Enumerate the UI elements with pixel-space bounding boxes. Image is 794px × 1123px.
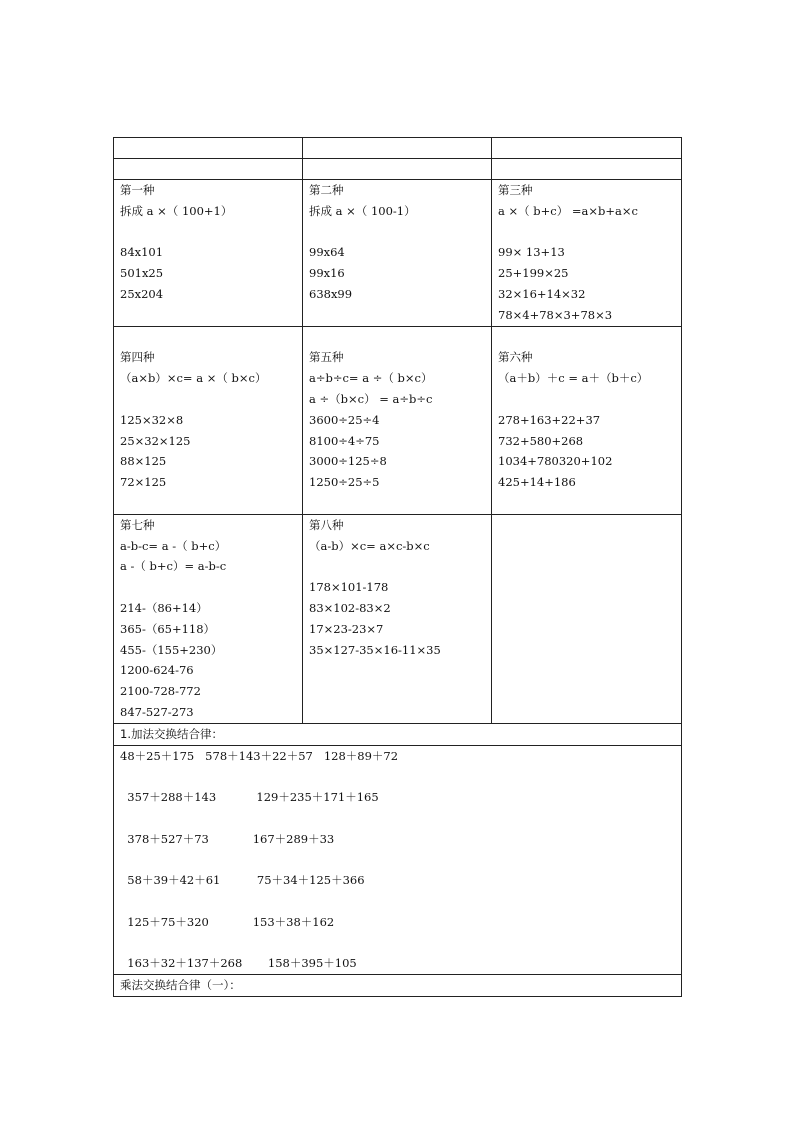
cell-text-line <box>309 222 485 243</box>
method-row <box>114 326 682 514</box>
section-heading-row <box>114 975 682 997</box>
cell-text-line: 357＋288＋143 129＋235＋171＋165 <box>120 790 379 805</box>
cell-text-line <box>498 536 675 557</box>
cell-text-line: 拆成 a ×（ 100+1） <box>120 203 233 218</box>
method-row <box>114 180 682 327</box>
cell-text-line: 178×101-178 <box>309 580 389 595</box>
cell-text-line: 1034+780320+102 <box>498 454 613 469</box>
section-heading: 1.加法交换结合律： <box>120 726 223 741</box>
cell-text-line <box>120 766 675 787</box>
blank-row <box>114 159 682 180</box>
cell-text-line: a ×（ b+c） =a×b+a×c <box>498 203 638 218</box>
cell-text-line <box>498 681 675 702</box>
cell-text-line: 378＋527＋73 167＋289＋33 <box>120 831 335 846</box>
cell-text-line: 8100÷4÷75 <box>309 433 380 448</box>
cell-text-line <box>498 577 675 598</box>
method-cell <box>492 514 682 723</box>
cell-text-line <box>498 660 675 681</box>
cell-text-line: 1200-624-76 <box>120 663 194 678</box>
blank-row <box>114 138 682 159</box>
cell-text-line <box>498 389 675 410</box>
cell-text-line: （a-b）×c= a×c-b×c <box>309 538 430 553</box>
cell-text-line: 125×32×8 <box>120 412 184 427</box>
cell-text-line <box>498 702 675 723</box>
blank-cell <box>303 138 492 159</box>
cell-text-line: 78×4+78×3+78×3 <box>498 307 613 322</box>
cell-text-line: 1250÷25÷5 <box>309 475 380 490</box>
cell-text-line: 第三种 <box>498 183 533 197</box>
cell-text-line <box>498 493 675 514</box>
method-cell <box>303 514 492 723</box>
cell-text-line: 163＋32＋137＋268 158＋395＋105 <box>120 956 357 971</box>
cell-text-line: 278+163+22+37 <box>498 412 601 427</box>
cell-text-line: a -（ b+c）= a-b-c <box>120 559 227 574</box>
cell-text-line: （a＋b）＋c = a＋（b＋c） <box>498 371 649 386</box>
cell-text-line: 638x99 <box>309 286 353 301</box>
cell-text-line: （a×b）×c= a ×（ b×c） <box>120 371 267 386</box>
cell-text-line: 58＋39＋42＋61 75＋34＋125＋366 <box>120 873 365 888</box>
cell-text-line: 第二种 <box>309 183 344 197</box>
cell-text-line: a ÷（b×c） = a÷b÷c <box>309 391 433 406</box>
cell-text-line: 99x64 <box>309 245 345 260</box>
addition-heading-cell <box>114 723 682 745</box>
addition-exercises-row <box>114 745 682 975</box>
blank-cell <box>492 138 682 159</box>
method-cell <box>303 180 492 327</box>
cell-text-line <box>309 493 485 514</box>
cell-text-line: 第八种 <box>309 517 344 532</box>
method-cell <box>492 326 682 514</box>
cell-text-line <box>498 619 675 640</box>
section-heading-row <box>114 723 682 745</box>
cell-text-line <box>120 808 675 829</box>
cell-text-line: 99× 13+13 <box>498 245 565 260</box>
cell-text-line: 455-（155+230） <box>120 642 223 657</box>
cell-text-line: 32×16+14×32 <box>498 286 586 301</box>
cell-text-line: 25x204 <box>120 286 164 301</box>
cell-text-line <box>309 327 485 348</box>
cell-text-line: 第一种 <box>120 183 155 197</box>
cell-text-line: 84x101 <box>120 245 164 260</box>
cell-text-line: 3000÷125÷8 <box>309 454 387 469</box>
cell-text-line: 第四种 <box>120 350 155 365</box>
cell-text-line: 25×32×125 <box>120 433 191 448</box>
blank-cell <box>114 159 303 180</box>
cell-text-line <box>309 556 485 577</box>
blank-cell <box>303 159 492 180</box>
cell-text-line: 3600÷25÷4 <box>309 412 380 427</box>
cell-text-line: 拆成 a ×（ 100-1） <box>309 203 416 218</box>
cell-text-line <box>498 598 675 619</box>
method-cell <box>492 180 682 327</box>
method-cell <box>114 326 303 514</box>
cell-text-line: 17×23-23×7 <box>309 621 384 636</box>
cell-text-line <box>309 305 485 326</box>
multiplication-heading-cell <box>114 975 682 997</box>
cell-text-line: 214-（86+14） <box>120 600 208 615</box>
cell-text-line: 72×125 <box>120 475 167 490</box>
cell-text-line <box>120 577 296 598</box>
cell-text-line <box>120 933 675 954</box>
cell-text-line: 99x16 <box>309 266 345 281</box>
cell-text-line: 第七种 <box>120 517 155 532</box>
cell-text-line <box>120 222 296 243</box>
cell-text-line: 88×125 <box>120 454 167 469</box>
cell-text-line: a-b-c= a -（ b+c） <box>120 538 227 553</box>
blank-cell <box>492 159 682 180</box>
cell-text-line: 847-527-273 <box>120 704 194 719</box>
cell-text-line <box>120 493 296 514</box>
method-cell <box>114 514 303 723</box>
cell-text-line <box>498 556 675 577</box>
cell-text-line <box>309 660 485 681</box>
cell-text-line: 48＋25＋175 578＋143＋22＋57 128＋89＋72 <box>120 748 399 763</box>
cell-text-line <box>120 389 296 410</box>
cell-text-line: 732+580+268 <box>498 433 584 448</box>
cell-text-line: 第五种 <box>309 350 344 365</box>
cell-text-line: 125＋75＋320 153＋38＋162 <box>120 914 335 929</box>
cell-text-line: 425+14+186 <box>498 475 576 490</box>
cell-text-line: 2100-728-772 <box>120 684 201 699</box>
cell-text-line: 25+199×25 <box>498 266 569 281</box>
exercise-table <box>113 137 682 997</box>
cell-text-line <box>309 702 485 723</box>
cell-text-line <box>120 305 296 326</box>
section-heading: 乘法交换结合律（一）： <box>120 978 241 993</box>
cell-text-line <box>498 222 675 243</box>
cell-text-line: 501x25 <box>120 266 164 281</box>
cell-text-line: 365-（65+118） <box>120 621 216 636</box>
method-cell <box>303 326 492 514</box>
method-row <box>114 514 682 723</box>
cell-text-line <box>309 681 485 702</box>
addition-exercises-cell <box>114 745 682 975</box>
cell-text-line: 第六种 <box>498 350 533 365</box>
cell-text-line <box>498 515 675 536</box>
cell-text-line <box>498 327 675 348</box>
cell-text-line: 35×127-35×16-11×35 <box>309 642 441 657</box>
cell-text-line <box>120 850 675 871</box>
blank-cell <box>114 138 303 159</box>
cell-text-line <box>498 640 675 661</box>
cell-text-line <box>120 891 675 912</box>
cell-text-line: a÷b÷c= a ÷（ b×c） <box>309 371 433 386</box>
cell-text-line <box>120 327 296 348</box>
cell-text-line: 83×102-83×2 <box>309 600 391 615</box>
method-cell <box>114 180 303 327</box>
